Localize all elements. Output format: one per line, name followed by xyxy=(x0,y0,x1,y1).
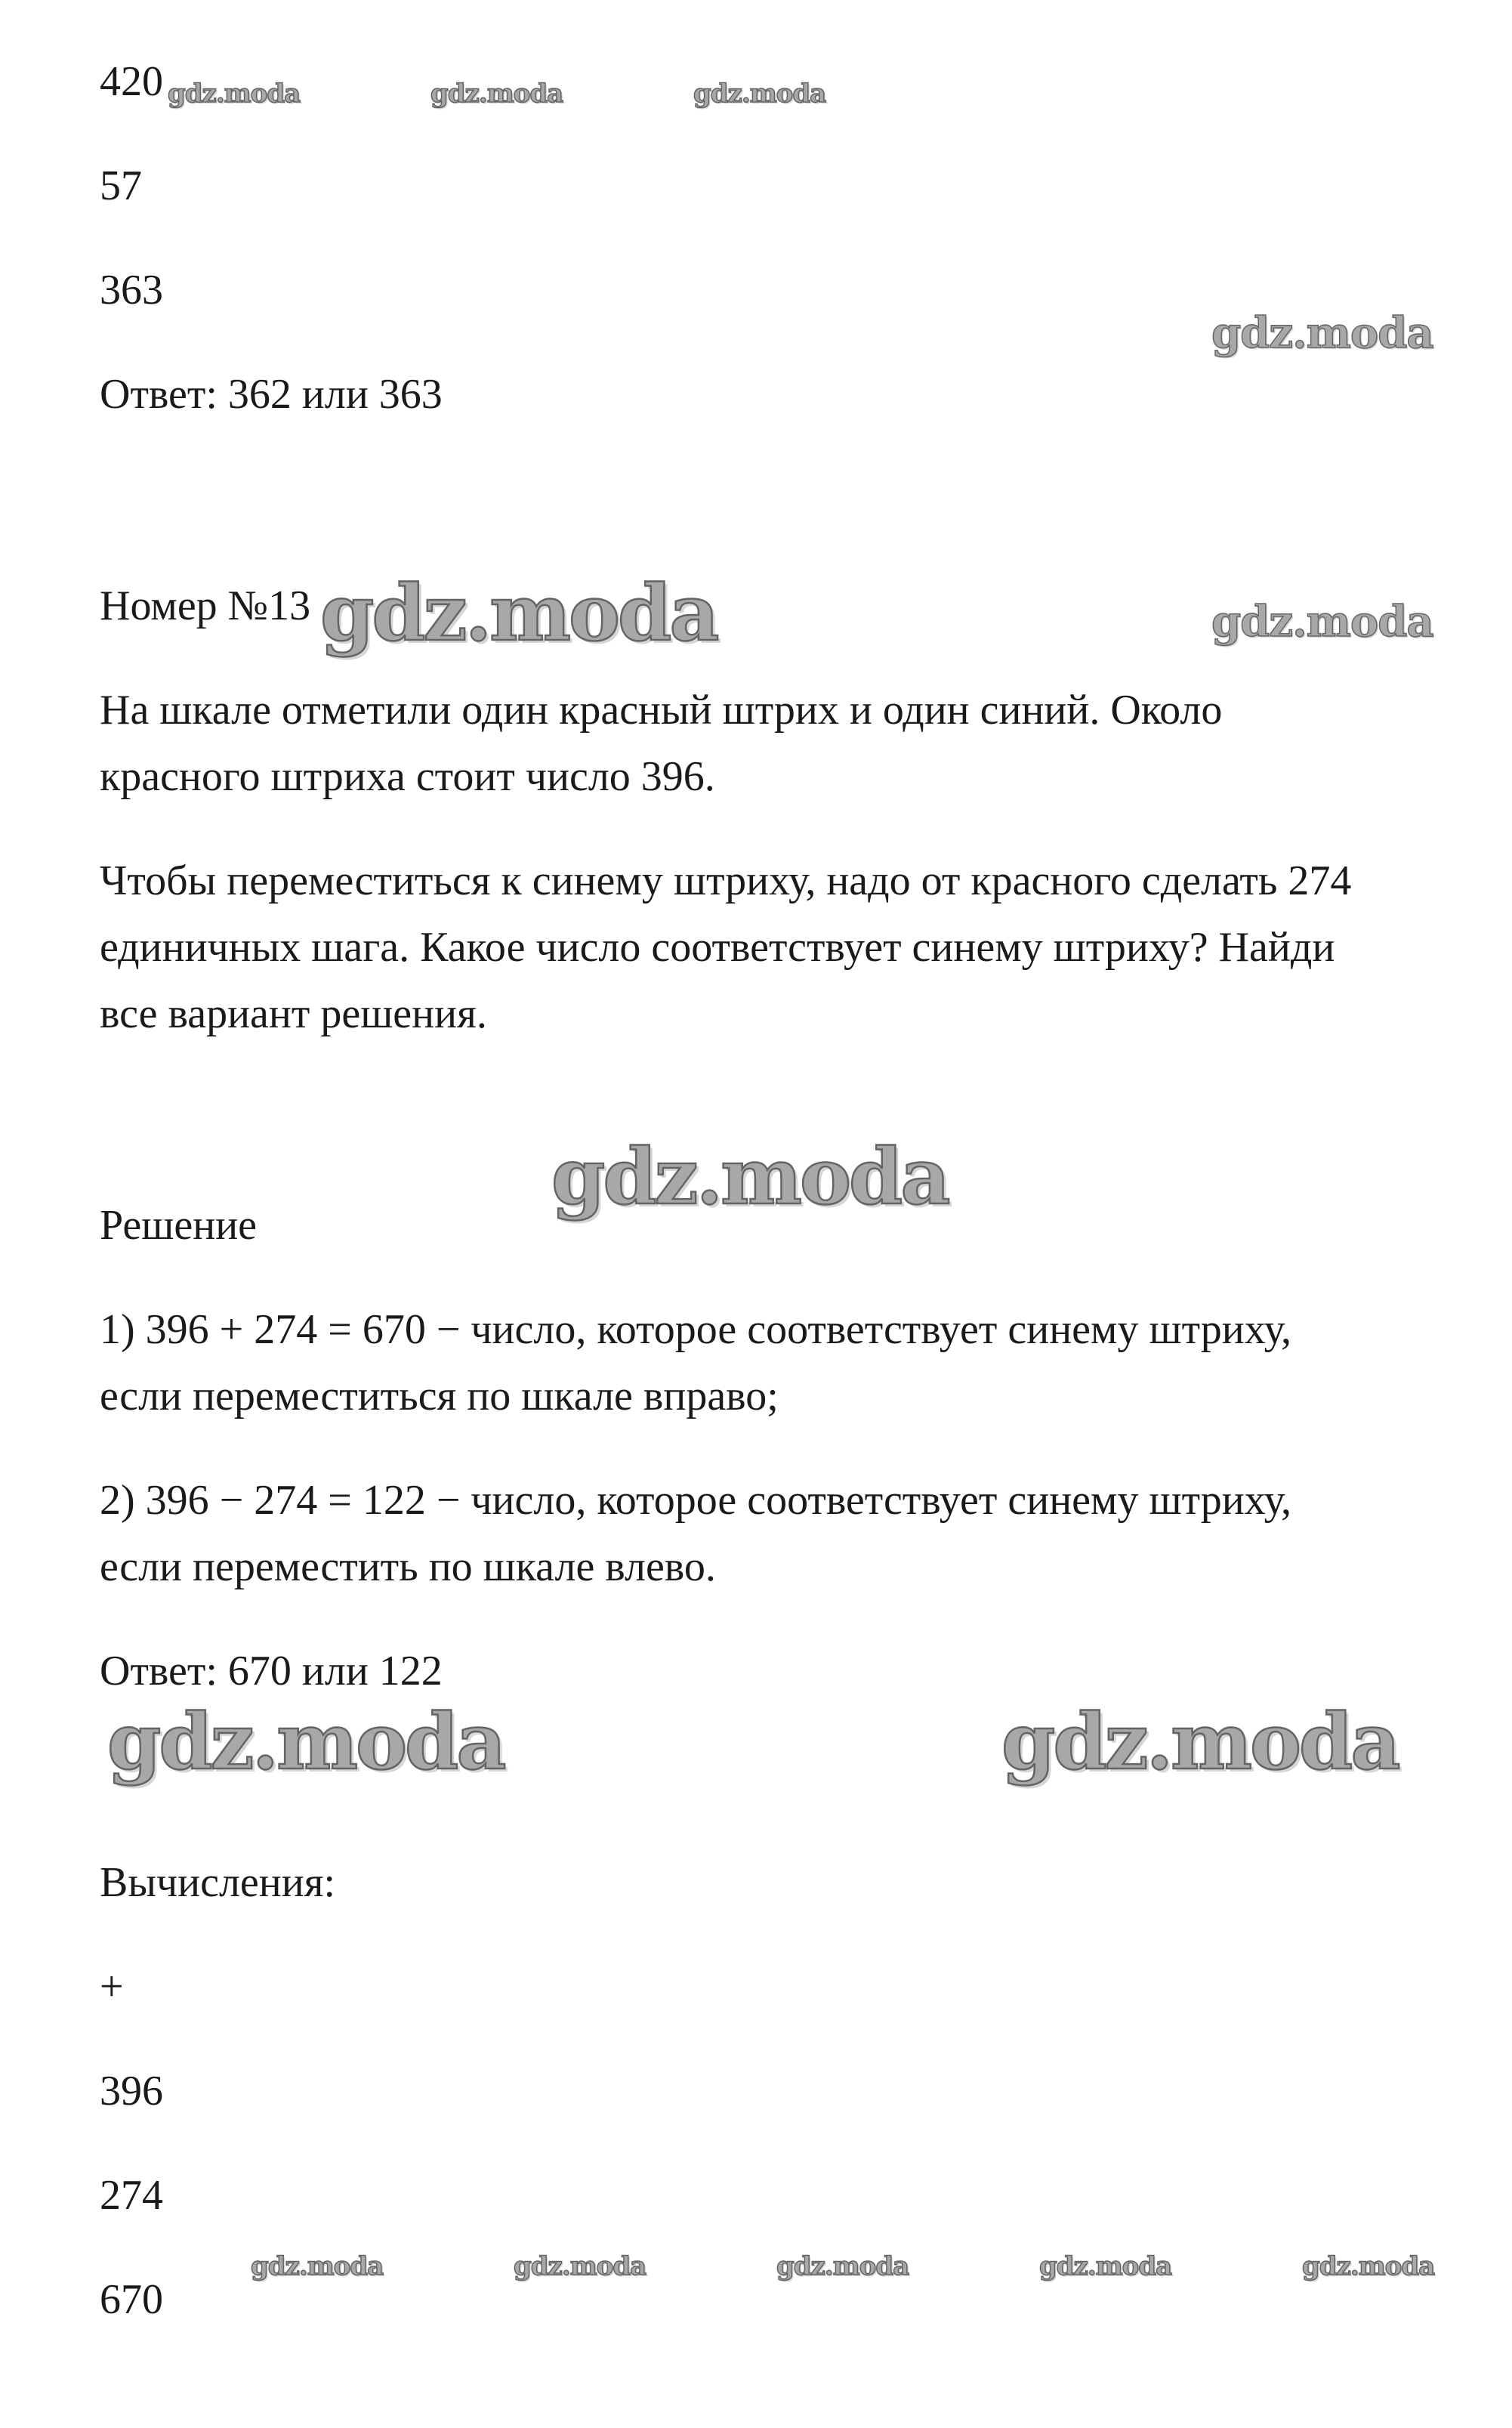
problem-number: Номер №13 xyxy=(100,582,311,629)
watermark-logo: gdz.moda xyxy=(1211,597,1433,647)
watermark-logo: gdz.moda xyxy=(251,2251,384,2281)
watermark-logo: gdz.moda xyxy=(551,1132,949,1222)
watermark-logo: gdz.moda xyxy=(776,2251,909,2281)
problem-text-2-line-2: единичных шага. Какое число соответствует синему штриху? Найди xyxy=(100,924,1335,971)
calc-operand-1: 396 xyxy=(100,2068,163,2114)
prev-answer: Ответ: 362 или 363 xyxy=(100,371,443,418)
calc-operand-2: 274 xyxy=(100,2172,163,2219)
solution-step-1-line-2: если переместиться по шкале вправо; xyxy=(100,1373,779,1419)
calc-result: 670 xyxy=(100,2276,163,2323)
solution-step-2-line-1: 2) 396 − 274 = 122 − число, которое соответствует синему штриху, xyxy=(100,1477,1291,1524)
prev-calc-line-1: 420 xyxy=(100,58,163,105)
watermark-logo: gdz.moda xyxy=(693,79,826,109)
watermark-logo: gdz.moda xyxy=(1302,2251,1435,2281)
prev-calc-line-3: 363 xyxy=(100,267,163,314)
watermark-logo: gdz.moda xyxy=(168,79,301,109)
watermark-logo: gdz.moda xyxy=(1001,1697,1399,1787)
problem-text-1-line-2: красного штриха стоит число 396. xyxy=(100,753,715,800)
problem-text-2-line-3: все вариант решения. xyxy=(100,990,487,1037)
watermark-logo: gdz.moda xyxy=(514,2251,646,2281)
prev-calc-line-2: 57 xyxy=(100,162,142,209)
solution-answer: Ответ: 670 или 122 xyxy=(100,1648,443,1694)
solution-step-2-line-2: если переместить по шкале влево. xyxy=(100,1543,716,1590)
calculations-heading: Вычисления: xyxy=(100,1859,336,1906)
problem-text-2-line-1: Чтобы переместиться к синему штриху, надо от красного сделать 274 xyxy=(100,857,1352,904)
problem-text-1-line-1: На шкале отметили один красный штрих и один синий. Около xyxy=(100,687,1223,734)
watermark-logo: gdz.moda xyxy=(430,79,563,109)
watermark-logo: gdz.moda xyxy=(320,568,717,659)
watermark-logo: gdz.moda xyxy=(1039,2251,1172,2281)
solution-step-1-line-1: 1) 396 + 274 = 670 − число, которое соответствует синему штриху, xyxy=(100,1306,1291,1353)
watermark-logo: gdz.moda xyxy=(1211,308,1433,358)
solution-heading: Решение xyxy=(100,1202,258,1249)
calc-operator: + xyxy=(100,1963,124,2010)
watermark-logo: gdz.moda xyxy=(107,1697,505,1787)
